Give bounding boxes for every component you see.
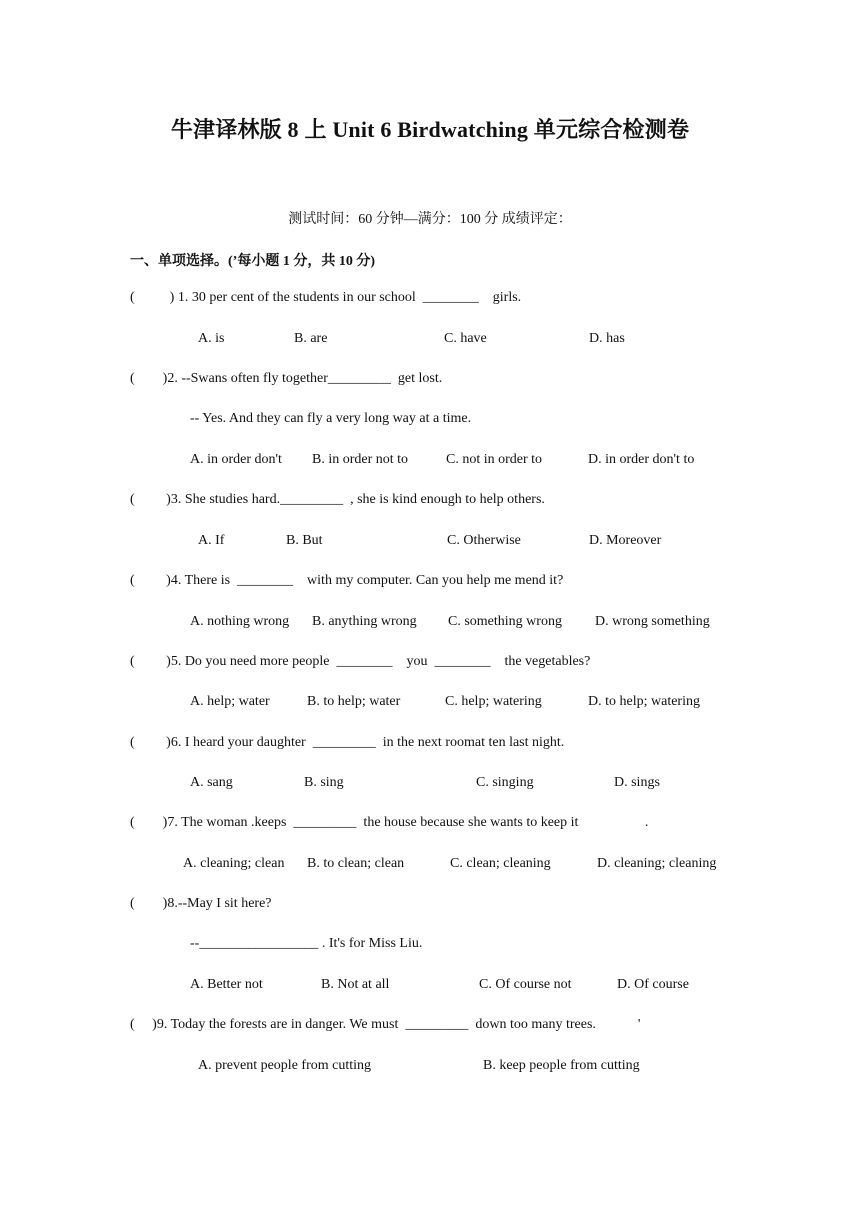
question-2-option-c: C. not in order to <box>446 452 543 467</box>
question-9-stem: ( )9. Today the forests are in danger. We must _________ down too many trees. ' <box>130 1017 641 1032</box>
question-7-stem: ( )7. The woman .keeps _________ the house because she wants to keep it . <box>130 815 649 830</box>
question-3-option-a: A. If <box>198 533 225 548</box>
question-8-stem: ( )8.--May I sit here? <box>130 896 272 911</box>
question-8-option-c: C. Of course not <box>479 977 572 992</box>
question-5-option-d: D. to help; watering <box>588 694 700 709</box>
question-6-option-c: C. singing <box>476 775 534 790</box>
question-4-option-b: B. anything wrong <box>312 614 417 629</box>
question-2-dialog: -- Yes. And they can fly a very long way at a time. <box>190 411 472 426</box>
question-1-option-d: D. has <box>589 331 625 346</box>
question-3-option-d: D. Moreover <box>589 533 662 548</box>
question-4-stem: ( )4. There is ________ with my computer. Can you help me mend it? <box>130 573 564 588</box>
question-3-option-b: B. But <box>286 533 323 548</box>
question-5-option-b: B. to help; water <box>307 694 401 709</box>
question-4-option-a: A. nothing wrong <box>190 614 290 629</box>
question-1-stem: ( ) 1. 30 per cent of the students in our school ________ girls. <box>130 290 522 305</box>
question-4-option-d: D. wrong something <box>595 614 710 629</box>
question-4-option-c: C. something wrong <box>448 614 562 629</box>
question-8-option-b: B. Not at all <box>321 977 390 992</box>
question-8-dialog: --_________________ . It's for Miss Liu. <box>190 936 423 951</box>
question-6-option-d: D. sings <box>614 775 660 790</box>
question-2-option-a: A. in order don't <box>190 452 282 467</box>
question-1-option-a: A. is <box>198 331 225 346</box>
question-9-option-a: A. prevent people from cutting <box>198 1058 372 1073</box>
question-7-option-b: B. to clean; clean <box>307 856 405 871</box>
question-5-option-c: C. help; watering <box>445 694 542 709</box>
question-2-option-d: D. in order don't to <box>588 452 695 467</box>
question-9-option-b: B. keep people from cutting <box>483 1058 640 1073</box>
question-3-stem: ( )3. She studies hard._________ , she is kind enough to help others. <box>130 492 545 507</box>
question-6-option-b: B. sing <box>304 775 344 790</box>
question-5-stem: ( )5. Do you need more people ________ you ________ the vegetables? <box>130 654 591 669</box>
page-title: 牛津译林版 8 上 Unit 6 Birdwatching 单元综合检测卷 <box>170 117 690 142</box>
question-6-option-a: A. sang <box>190 775 233 790</box>
question-8-option-a: A. Better not <box>190 977 263 992</box>
question-5-option-a: A. help; water <box>190 694 270 709</box>
question-7-option-c: C. clean; cleaning <box>450 856 551 871</box>
question-1-option-c: C. have <box>444 331 487 346</box>
question-7-option-d: D. cleaning; cleaning <box>597 856 717 871</box>
exam-info: 测试时间：60 分钟—满分：100 分 成绩评定： <box>288 212 572 227</box>
question-2-option-b: B. in order not to <box>312 452 409 467</box>
section-heading: 一、单项选择。(’每小题 1 分，共 10 分) <box>130 254 375 269</box>
question-8-option-d: D. Of course <box>617 977 689 992</box>
question-7-option-a: A. cleaning; clean <box>183 856 285 871</box>
question-3-option-c: C. Otherwise <box>447 533 521 548</box>
question-6-stem: ( )6. I heard your daughter _________ in the next roomat ten last night. <box>130 735 565 750</box>
question-2-stem: ( )2. --Swans often fly together_________ get lost. <box>130 371 443 386</box>
question-1-option-b: B. are <box>294 331 328 346</box>
